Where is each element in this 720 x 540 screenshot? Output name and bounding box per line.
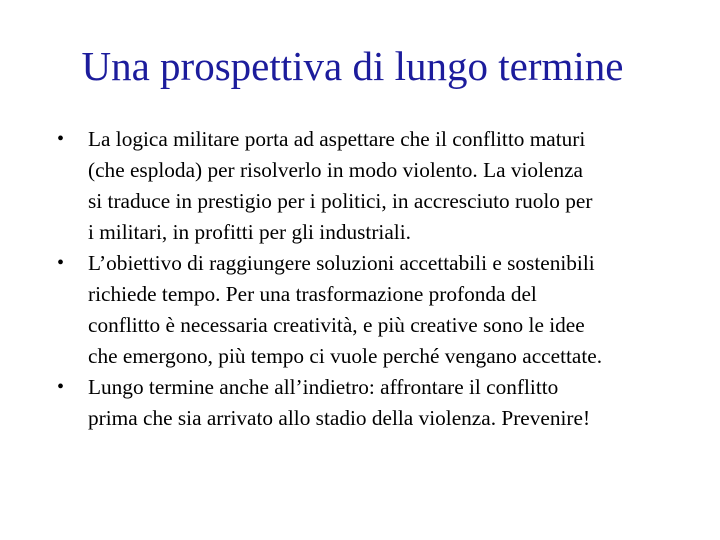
bullet-icon: • — [57, 128, 65, 150]
bullet-icon: • — [57, 252, 65, 274]
bullet-text-line: conflitto è necessaria creatività, e più creative sono le idee — [88, 313, 585, 337]
bullet-text-line: che emergono, più tempo ci vuole perché vengano accettate. — [88, 344, 603, 368]
bullet-item — [56, 124, 686, 248]
bullet-text-line: L’obiettivo di raggiungere soluzioni accettabili e sostenibili — [88, 251, 595, 275]
bullet-list — [56, 124, 686, 434]
bullet-text-line: i militari, in profitti per gli industriali. — [88, 220, 411, 244]
bullet-item — [56, 248, 686, 372]
bullet-text-line: si traduce in prestigio per i politici, in accresciuto ruolo per — [88, 189, 593, 213]
bullet-text-line: Lungo termine anche all’indietro: affrontare il conflitto — [88, 375, 559, 399]
bullet-item — [56, 372, 686, 434]
bullet-text-line: richiede tempo. Per una trasformazione profonda del — [88, 282, 537, 306]
bullet-text-line: La logica militare porta ad aspettare che il conflitto maturi — [88, 127, 586, 151]
bullet-icon: • — [57, 376, 65, 398]
slide-title: Una prospettiva di lungo termine — [81, 43, 624, 89]
bullet-text-line: (che esploda) per risolverlo in modo violento. La violenza — [88, 158, 583, 182]
bullet-text-line: prima che sia arrivato allo stadio della violenza. Prevenire! — [88, 406, 591, 430]
